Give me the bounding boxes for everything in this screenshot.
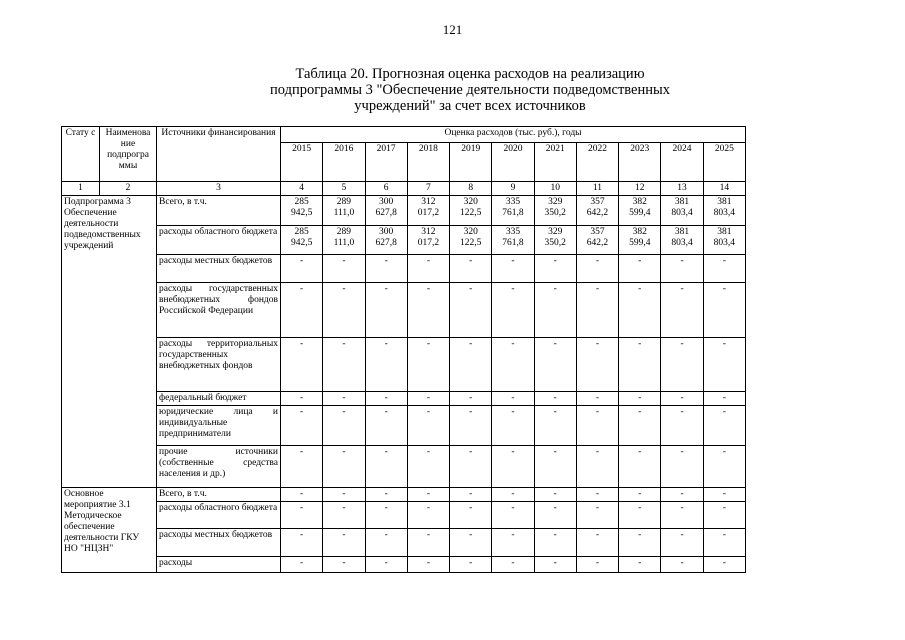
expenditure-value: - <box>407 528 449 556</box>
expenditure-value: 320 122,5 <box>450 196 492 226</box>
expenditure-value: - <box>365 406 407 446</box>
expenditure-value: - <box>281 528 323 556</box>
title-line: подпрограммы 3 "Обеспечение деятельности подведомственных <box>269 82 671 98</box>
expenditure-value: - <box>703 282 745 337</box>
column-number: 13 <box>661 182 703 196</box>
expenditure-value: - <box>450 337 492 391</box>
expenditure-value: 357 642,2 <box>576 226 618 254</box>
expenditure-value: - <box>492 392 534 406</box>
expenditure-value: - <box>450 406 492 446</box>
expenditure-value: - <box>576 254 618 282</box>
column-number: 7 <box>407 182 449 196</box>
expenditure-value: 335 761,8 <box>492 226 534 254</box>
expenditure-value: - <box>450 282 492 337</box>
expenditure-value: 300 627,8 <box>365 196 407 226</box>
page-number: 121 <box>442 22 463 37</box>
expenditure-value: - <box>619 556 661 572</box>
column-number: 10 <box>534 182 576 196</box>
expenditure-value: - <box>407 487 449 501</box>
expenditure-value: - <box>365 392 407 406</box>
expenditure-value: - <box>365 501 407 528</box>
column-number: 4 <box>281 182 323 196</box>
expenditure-value: - <box>534 446 576 487</box>
expenditure-value: - <box>576 392 618 406</box>
expenditure-value: - <box>365 337 407 391</box>
column-number: 1 <box>62 182 100 196</box>
expenditure-value: - <box>323 406 365 446</box>
table-row <box>62 406 746 446</box>
table-row <box>62 282 746 337</box>
expenditure-value: - <box>534 406 576 446</box>
expenditure-value: 382 599,4 <box>619 226 661 254</box>
year-header: 2021 <box>534 143 576 182</box>
table-row <box>62 501 746 528</box>
expenditure-value: - <box>703 337 745 391</box>
expenditure-value: - <box>576 556 618 572</box>
funding-source: расходы <box>157 556 281 572</box>
expenditure-value: - <box>534 487 576 501</box>
expenditure-value: - <box>619 392 661 406</box>
expenditure-value: - <box>281 254 323 282</box>
header-source: Источники финансирования <box>157 127 281 182</box>
expenditure-value: 289 111,0 <box>323 226 365 254</box>
expenditure-value: - <box>661 487 703 501</box>
expenditure-value: 312 017,2 <box>407 226 449 254</box>
funding-source: расходы областного бюджета <box>157 226 281 254</box>
expenditure-value: - <box>619 487 661 501</box>
funding-source: прочие источники (собственные средства населения и др.) <box>157 446 281 487</box>
expenditure-value: - <box>365 528 407 556</box>
expenditure-value: - <box>450 254 492 282</box>
expenditure-value: - <box>450 446 492 487</box>
expenditure-value: - <box>323 528 365 556</box>
expenditure-value: 335 761,8 <box>492 196 534 226</box>
expenditure-value: - <box>534 254 576 282</box>
expenditure-value: - <box>450 501 492 528</box>
expenditure-value: - <box>534 528 576 556</box>
expenditure-value: - <box>576 282 618 337</box>
expenditure-value: - <box>576 406 618 446</box>
expenditure-value: - <box>281 337 323 391</box>
column-number: 9 <box>492 182 534 196</box>
expenditure-value: - <box>703 487 745 501</box>
year-header: 2024 <box>661 143 703 182</box>
expenditure-value: - <box>661 406 703 446</box>
expenditure-value: - <box>281 392 323 406</box>
expenditure-value: - <box>365 254 407 282</box>
expenditure-value: - <box>450 528 492 556</box>
expenditure-value: - <box>661 501 703 528</box>
year-header: 2015 <box>281 143 323 182</box>
expenditure-value: - <box>323 282 365 337</box>
expenditure-value: 329 350,2 <box>534 196 576 226</box>
expenditure-value: - <box>661 392 703 406</box>
funding-source: расходы территориальных государственных внебюджетных фондов <box>157 337 281 391</box>
expenditure-value: 300 627,8 <box>365 226 407 254</box>
expenditure-value: - <box>323 487 365 501</box>
expenditure-value: - <box>661 556 703 572</box>
column-number: 14 <box>703 182 745 196</box>
expenditure-value: - <box>492 446 534 487</box>
expenditure-value: - <box>407 556 449 572</box>
expenditure-value: - <box>407 406 449 446</box>
expenditure-value: - <box>619 282 661 337</box>
expenditure-value: - <box>576 446 618 487</box>
expenditure-value: - <box>703 501 745 528</box>
table-row <box>62 487 746 501</box>
expenditure-value: - <box>281 446 323 487</box>
expenditure-value: - <box>323 501 365 528</box>
expenditure-value: - <box>365 487 407 501</box>
expenditure-value: - <box>619 446 661 487</box>
expenditure-value: - <box>619 501 661 528</box>
expenditure-value: - <box>492 337 534 391</box>
year-header: 2016 <box>323 143 365 182</box>
expenditure-value: - <box>619 528 661 556</box>
table-row <box>62 446 746 487</box>
table-row <box>62 392 746 406</box>
program-name: Подпрограмма 3 Обеспечение деятельности подведомственных учреждений <box>62 196 157 487</box>
funding-source: расходы местных бюджетов <box>157 254 281 282</box>
funding-source: расходы государственных внебюджетных фондов Российской Федерации <box>157 282 281 337</box>
expenditure-value: - <box>619 406 661 446</box>
header-name: Наименова ние подпрогра ммы <box>100 127 157 182</box>
expenditure-value: - <box>703 556 745 572</box>
expenditure-value: - <box>661 446 703 487</box>
expenditure-value: 329 350,2 <box>534 226 576 254</box>
expenditure-value: - <box>407 254 449 282</box>
expenditure-value: - <box>281 406 323 446</box>
expenditure-value: - <box>492 406 534 446</box>
expenditure-value: - <box>661 282 703 337</box>
table-row <box>62 337 746 391</box>
table-row <box>62 556 746 572</box>
expenditure-value: - <box>281 487 323 501</box>
expenditure-value: - <box>492 556 534 572</box>
expenditure-value: - <box>323 337 365 391</box>
expenditure-value: - <box>534 282 576 337</box>
expenditure-table <box>61 126 746 573</box>
column-number: 12 <box>619 182 661 196</box>
expenditure-value: - <box>323 254 365 282</box>
expenditure-value: 312 017,2 <box>407 196 449 226</box>
year-header: 2018 <box>407 143 449 182</box>
year-header: 2023 <box>619 143 661 182</box>
expenditure-value: - <box>365 282 407 337</box>
expenditure-value: - <box>703 254 745 282</box>
expenditure-value: - <box>281 501 323 528</box>
funding-source: юридические лица и индивидуальные предприниматели <box>157 406 281 446</box>
funding-source: Всего, в т.ч. <box>157 487 281 501</box>
expenditure-value: - <box>407 392 449 406</box>
expenditure-value: - <box>450 556 492 572</box>
expenditure-value: - <box>534 501 576 528</box>
year-header: 2022 <box>576 143 618 182</box>
expenditure-value: 381 803,4 <box>661 226 703 254</box>
expenditure-value: - <box>492 282 534 337</box>
expenditure-value: 285 942,5 <box>281 226 323 254</box>
expenditure-value: 320 122,5 <box>450 226 492 254</box>
expenditure-value: - <box>703 528 745 556</box>
expenditure-value: - <box>534 392 576 406</box>
expenditure-value: - <box>323 446 365 487</box>
column-number: 2 <box>100 182 157 196</box>
column-number: 11 <box>576 182 618 196</box>
expenditure-value: - <box>619 337 661 391</box>
expenditure-value: - <box>576 487 618 501</box>
expenditure-value: 381 803,4 <box>703 226 745 254</box>
expenditure-value: 382 599,4 <box>619 196 661 226</box>
column-number: 8 <box>450 182 492 196</box>
expenditure-value: - <box>661 528 703 556</box>
expenditure-value: - <box>703 392 745 406</box>
expenditure-value: - <box>576 501 618 528</box>
expenditure-value: 357 642,2 <box>576 196 618 226</box>
year-header: 2019 <box>450 143 492 182</box>
expenditure-value: - <box>492 528 534 556</box>
expenditure-value: 285 942,5 <box>281 196 323 226</box>
expenditure-value: 381 803,4 <box>661 196 703 226</box>
expenditure-value: - <box>450 487 492 501</box>
expenditure-value: - <box>619 254 661 282</box>
column-number: 3 <box>157 182 281 196</box>
table-row <box>62 196 746 226</box>
table-row <box>62 528 746 556</box>
expenditure-value: - <box>703 446 745 487</box>
program-name: Основное мероприятие 3.1 Методическое обеспечение деятельности ГКУ НО "НЦЗН" <box>62 487 157 572</box>
year-header: 2025 <box>703 143 745 182</box>
expenditure-value: - <box>407 337 449 391</box>
expenditure-value: 289 111,0 <box>323 196 365 226</box>
expenditure-value: - <box>323 556 365 572</box>
expenditure-value: - <box>534 337 576 391</box>
expenditure-value: - <box>407 501 449 528</box>
funding-source: расходы местных бюджетов <box>157 528 281 556</box>
expenditure-value: - <box>450 392 492 406</box>
expenditure-value: - <box>492 501 534 528</box>
expenditure-value: - <box>365 446 407 487</box>
funding-source: Всего, в т.ч. <box>157 196 281 226</box>
expenditure-value: - <box>703 406 745 446</box>
expenditure-value: - <box>492 254 534 282</box>
year-header: 2020 <box>492 143 534 182</box>
expenditure-value: - <box>576 337 618 391</box>
expenditure-value: - <box>281 556 323 572</box>
funding-source: расходы областного бюджета <box>157 501 281 528</box>
table-row <box>62 254 746 282</box>
expenditure-value: - <box>492 487 534 501</box>
header-status: Стату с <box>62 127 100 182</box>
column-number: 5 <box>323 182 365 196</box>
table-row <box>62 226 746 254</box>
expenditure-value: - <box>365 556 407 572</box>
expenditure-value: - <box>661 254 703 282</box>
expenditure-value: - <box>407 446 449 487</box>
expenditure-value: - <box>576 528 618 556</box>
column-number: 6 <box>365 182 407 196</box>
expenditure-value: - <box>323 392 365 406</box>
expenditure-value: - <box>281 282 323 337</box>
title-line: Таблица 20. Прогнозная оценка расходов на реализацию <box>295 66 645 82</box>
expenditure-value: 381 803,4 <box>703 196 745 226</box>
table-title <box>180 66 760 114</box>
year-header: 2017 <box>365 143 407 182</box>
title-line: учреждений" за счет всех источников <box>354 98 586 114</box>
header-estimate: Оценка расходов (тыс. руб.), годы <box>281 127 746 143</box>
expenditure-value: - <box>661 337 703 391</box>
funding-source: федеральный бюджет <box>157 392 281 406</box>
expenditure-value: - <box>407 282 449 337</box>
expenditure-value: - <box>534 556 576 572</box>
